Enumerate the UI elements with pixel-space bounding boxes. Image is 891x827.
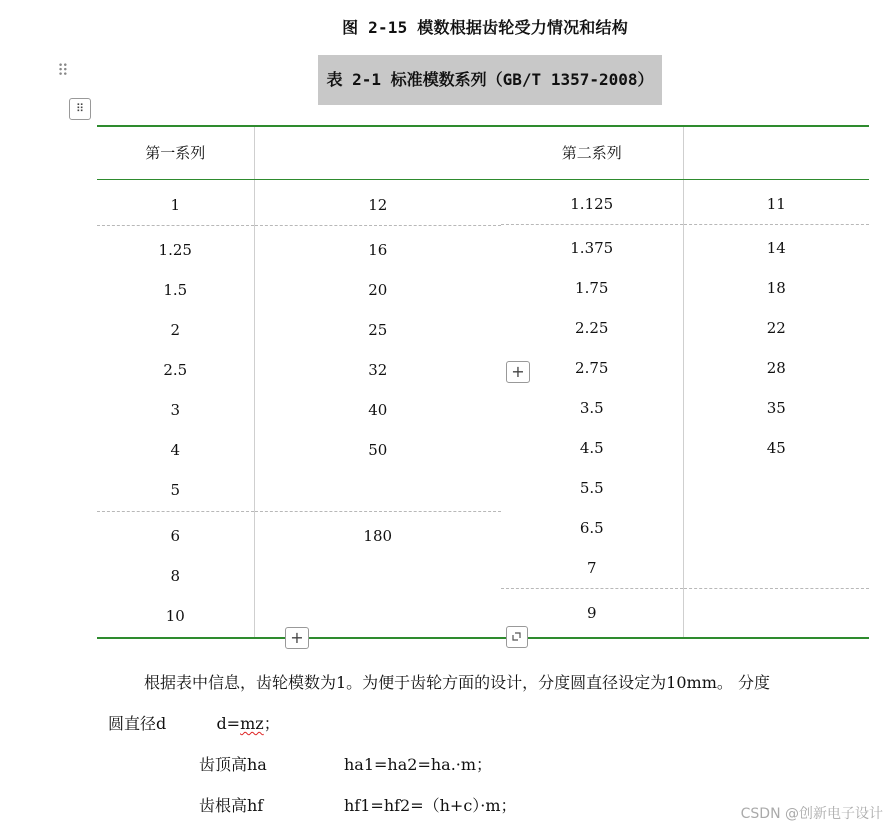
- table-cell: 180: [363, 527, 393, 545]
- paragraph-4: [199, 793, 263, 816]
- table-cell: 12: [368, 196, 388, 214]
- table-cell: 1.375: [570, 239, 614, 257]
- paragraph-3: [199, 752, 267, 775]
- table-cell: 1.25: [158, 241, 192, 259]
- table-cell: 1.125: [570, 195, 614, 213]
- series1-group1-col2: [254, 180, 501, 226]
- table-cell: 8: [170, 567, 181, 585]
- table-cell: 10: [165, 607, 185, 625]
- table-cell: 11: [766, 195, 786, 213]
- series1-header-empty: [254, 126, 501, 180]
- table-cell: 3.5: [579, 399, 604, 417]
- series1-group2-col2: [254, 226, 501, 512]
- series1-header: 第一系列: [97, 126, 254, 180]
- paragraph-1: 根据表中信息，齿轮模数为1。为便于齿轮方面的设计，分度圆直径设定为10mm。 分度: [144, 673, 770, 692]
- series1-group3-col2: [254, 512, 501, 639]
- table-cell: 50: [368, 441, 388, 459]
- diameter-label: 圆直径d: [108, 714, 167, 733]
- table-cell: 2.5: [163, 361, 188, 379]
- table-cell: 16: [368, 241, 388, 259]
- series2-header: 第二系列: [501, 126, 683, 180]
- paragraph-2: [108, 711, 280, 734]
- table-cell: 9: [586, 604, 597, 622]
- table-cell: 20: [368, 281, 388, 299]
- diameter-formula-prefix: d=: [216, 714, 241, 733]
- table-cell: 45: [766, 439, 786, 457]
- insert-row-plus-icon[interactable]: +: [285, 627, 309, 649]
- series1-group3-col1: [97, 512, 254, 639]
- table-cell: 2.25: [575, 319, 609, 337]
- table-cell: 5.5: [579, 479, 604, 497]
- table-grip-icon[interactable]: ⠿: [69, 98, 91, 120]
- table-cell: 40: [368, 401, 388, 419]
- series2-group1-col1: [501, 180, 683, 225]
- table-cell: 3: [170, 401, 181, 419]
- diameter-formula-mz: mz: [240, 714, 264, 733]
- table-cell: 25: [368, 321, 388, 339]
- dedendum-label: 齿根高hf: [199, 796, 264, 815]
- table-cell: 2.75: [575, 359, 609, 377]
- table-cell: 6.5: [579, 519, 604, 537]
- addendum-formula: ha1=ha2=ha.·m；: [344, 755, 493, 774]
- table-cell: 18: [766, 279, 786, 297]
- table-title: 表 2-1 标准模数系列（GB/T 1357-2008）: [318, 55, 662, 105]
- figure-caption: 图 2-15 模数根据齿轮受力情况和结构: [342, 18, 628, 37]
- drag-handle-icon[interactable]: ⠿: [57, 61, 69, 80]
- table-cell: 4.5: [579, 439, 604, 457]
- addendum-label: 齿顶高ha: [199, 755, 267, 774]
- table-cell: 22: [766, 319, 786, 337]
- table-cell: 32: [368, 361, 388, 379]
- table-cell: 28: [766, 359, 786, 377]
- table-cell: 1: [170, 196, 181, 214]
- table-cell: 1.5: [163, 281, 188, 299]
- series2-group1-col2: [683, 180, 869, 225]
- insert-column-plus-icon[interactable]: +: [506, 361, 530, 383]
- series1-group1-col1: [97, 180, 254, 226]
- resize-corner-icon[interactable]: [506, 626, 528, 648]
- dedendum-formula: hf1=hf2=（h+c）·m；: [344, 796, 517, 815]
- diameter-formula-suffix: ；: [263, 714, 280, 733]
- table-cell: 5: [170, 481, 181, 499]
- table-cell: 7: [586, 559, 597, 577]
- series2-header-empty: [683, 126, 869, 180]
- table-cell: 35: [766, 399, 786, 417]
- table-cell: 4: [170, 441, 181, 459]
- series2-group2-col2: [683, 225, 869, 589]
- table-cell: 2: [170, 321, 181, 339]
- table-cell: 14: [766, 239, 786, 257]
- series2-table: [501, 125, 869, 639]
- series2-group3-col1: [501, 589, 683, 639]
- series2-group3-col2: [683, 589, 869, 639]
- table-cell: 1.75: [575, 279, 609, 297]
- series2-group2-col1: [501, 225, 683, 589]
- watermark: CSDN @创新电子设计: [740, 806, 883, 822]
- table-cell: 6: [170, 527, 181, 545]
- series1-table: [97, 125, 501, 639]
- series1-group2-col1: [97, 226, 254, 512]
